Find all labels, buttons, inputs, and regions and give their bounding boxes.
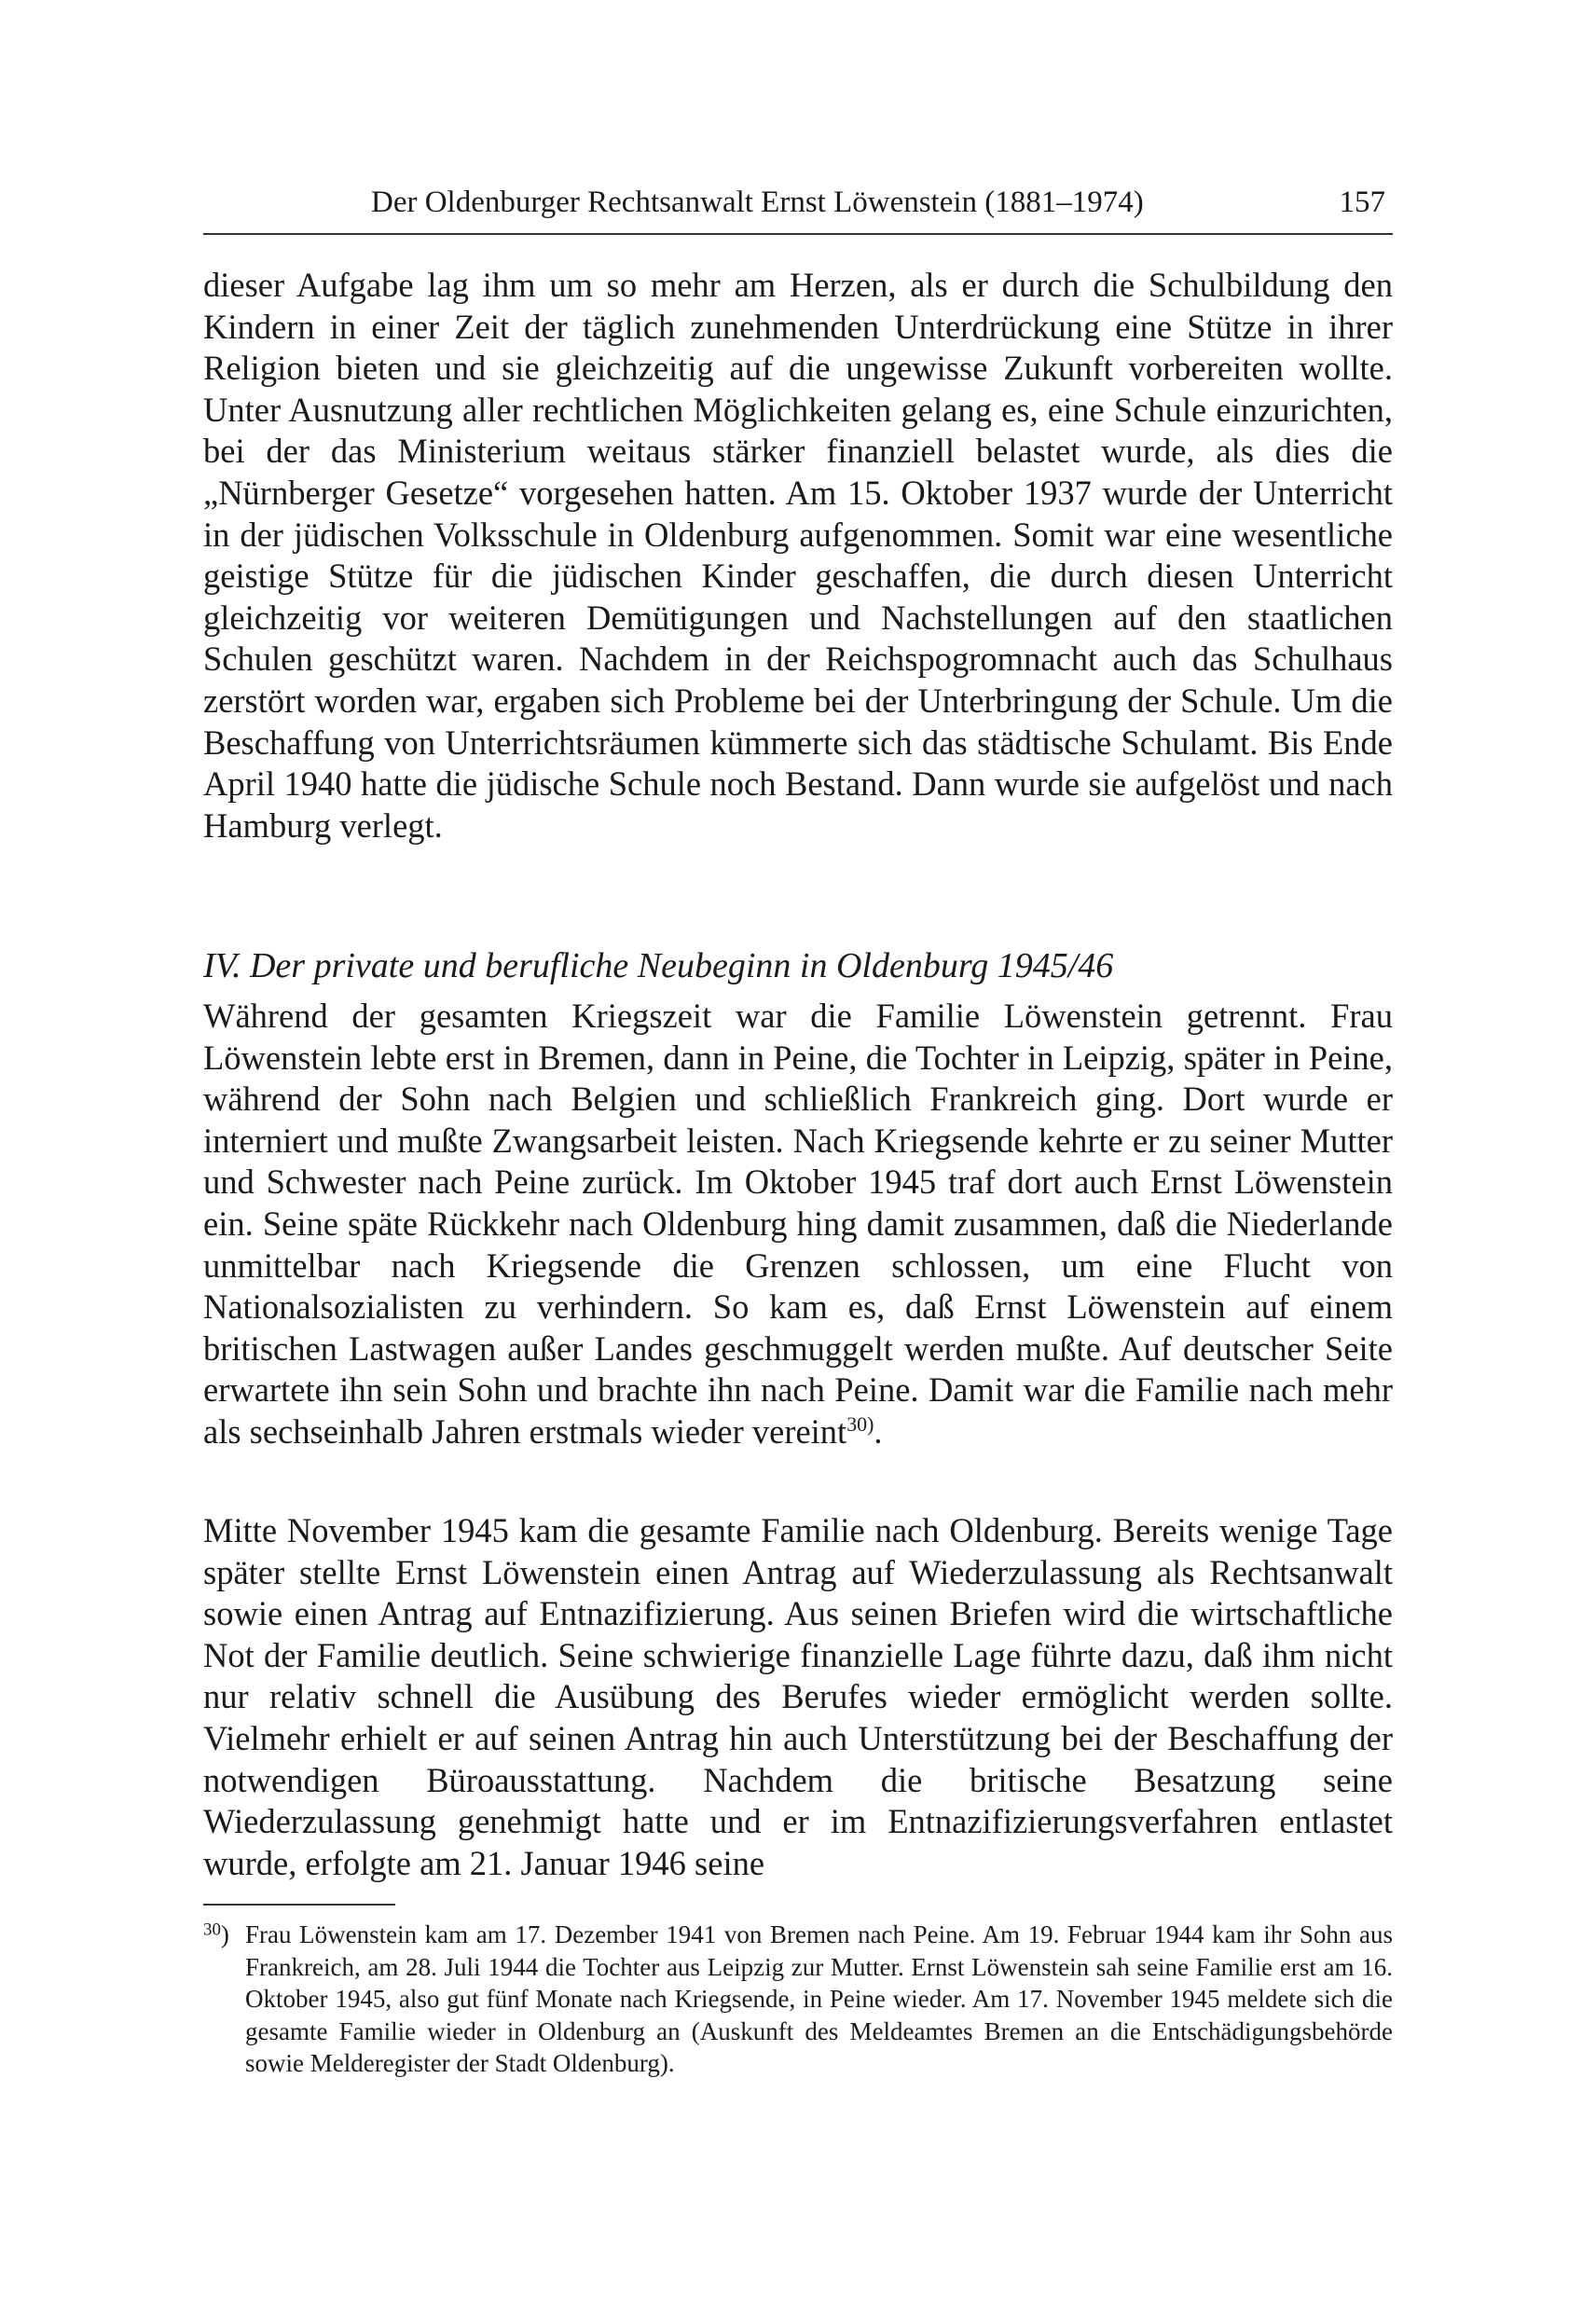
running-head [203, 179, 1393, 235]
paragraph-return-text: Mitte November 1945 kam die gesamte Familie nach Oldenburg. Bereits wenige Tage später stellte Ernst Löwenstein einen Antrag auf Wiederzulassung als Rechtsanwalt sowie einen Antrag auf Entnazifizierung. Aus seinen Briefen wird die wirtschaftliche Not der Familie deutlich. Seine schwierige finanzielle Lage führte dazu, daß ihm nicht nur relativ schnell die Ausübung des Berufes wieder ermöglicht werden sollte. Vielmehr erhielt er auf seinen Antrag hin auch Unterstützung bei der Beschaffung der notwendigen Büroausstattung. Nachdem die britische Besatzung seine Wiederzulassung genehmigt hatte und er im Entnazifizierungsverfahren entlastet wurde, erfolgte am 21. Januar 1946 seine [203, 1511, 1393, 1882]
paragraph-war-years [203, 996, 1393, 1453]
section-heading: IV. Der private und berufliche Neubeginn in Oldenburg 1945/46 [203, 946, 1114, 985]
paragraph-war-years-text: Während der gesamten Kriegszeit war die Familie Löwenstein getrennt. Frau Löwenstein lebte erst in Bremen, dann in Peine, die Tochter in Leipzig, später in Peine, während der Sohn nach Belgien und schließlich Frankreich ging. Dort wurde er interniert und mußte Zwangsarbeit leisten. Nach Kriegsende kehrte er zu seiner Mutter und Schwester nach Peine zurück. Im Oktober 1945 traf dort auch Ernst Löwenstein ein. Seine späte Rückkehr nach Oldenburg hing damit zusammen, daß die Niederlande unmittelbar nach Kriegsende die Grenzen schlossen, um eine Flucht von Nationalsozialisten zu verhindern. So kam es, daß Ernst Löwenstein auf einem britischen Lastwagen außer Landes geschmuggelt werden mußte. Auf deutscher Seite erwartete ihn sein Sohn und brachte ihn nach Peine. Damit war die Familie nach mehr als sechseinhalb Jahren erstmals wieder vereint [203, 997, 1393, 1451]
paragraph-return [203, 1510, 1393, 1884]
footnote-rule [203, 1904, 395, 1906]
footnote [203, 1919, 1393, 2080]
running-title: Der Oldenburger Rechtsanwalt Ernst Löwenstein (1881–1974) [371, 186, 1144, 219]
paragraph-school [203, 265, 1393, 846]
footnote-marker-number: 30 [203, 1920, 221, 1940]
footnote-reference-trailing: . [874, 1411, 883, 1451]
footnote-text: Frau Löwenstein kam am 17. Dezember 1941 von Bremen nach Peine. Am 19. Februar 1944 kam ihr Sohn aus Frankreich, am 28. Juli 1944 die Tochter aus Leipzig zur Mutter. Ernst Löwenstein sah seine Familie erst am 16. Oktober 1945, also gut fünf Monate nach Kriegsende, in Peine wieder. Am 17. November 1945 meldete sich die gesamte Familie wieder in Oldenburg an (Auskunft des Meldeamtes Bremen an die Entschädigungsbehörde sowie Melderegister der Stadt Oldenburg). [245, 1920, 1393, 2077]
page-number: 157 [1339, 186, 1385, 219]
footnote-marker [203, 1919, 242, 1951]
footnote-marker-suffix: ) [220, 1920, 229, 1948]
footnote-reference[interactable]: 30) [846, 1411, 874, 1436]
paragraph-school-text: dieser Aufgabe lag ihm um so mehr am Herzen, als er durch die Schulbildung den Kindern in einer Zeit der täglich zunehmenden Unterdrückung eine Stütze in ihrer Religion bieten und sie gleichzeitig auf die ungewisse Zukunft vorbereiten wollte. Unter Ausnutzung aller rechtlichen Möglichkeiten gelang es, eine Schule einzurichten, bei der das Ministerium weitaus stärker finanziell belastet wurde, als dies die „Nürnberger Gesetze“ vorgesehen hatten. Am 15. Oktober 1937 wurde der Unterricht in der jüdischen Volksschule in Oldenburg aufgenommen. Somit war eine wesentliche geistige Stütze für die jüdischen Kinder geschaffen, die durch diesen Unterricht gleichzeitig vor weiteren Demütigungen und Nachstellungen auf den staatlichen Schulen geschützt waren. Nachdem in der Reichspogromnacht auch das Schulhaus zerstört worden war, ergaben sich Probleme bei der Unterbringung der Schule. Um die Beschaffung von Unterrichtsräumen kümmerte sich das städtische Schulamt. Bis Ende April 1940 hatte die jüdische Schule noch Bestand. Dann wurde sie aufgelöst und nach Hamburg verlegt. [203, 266, 1393, 845]
